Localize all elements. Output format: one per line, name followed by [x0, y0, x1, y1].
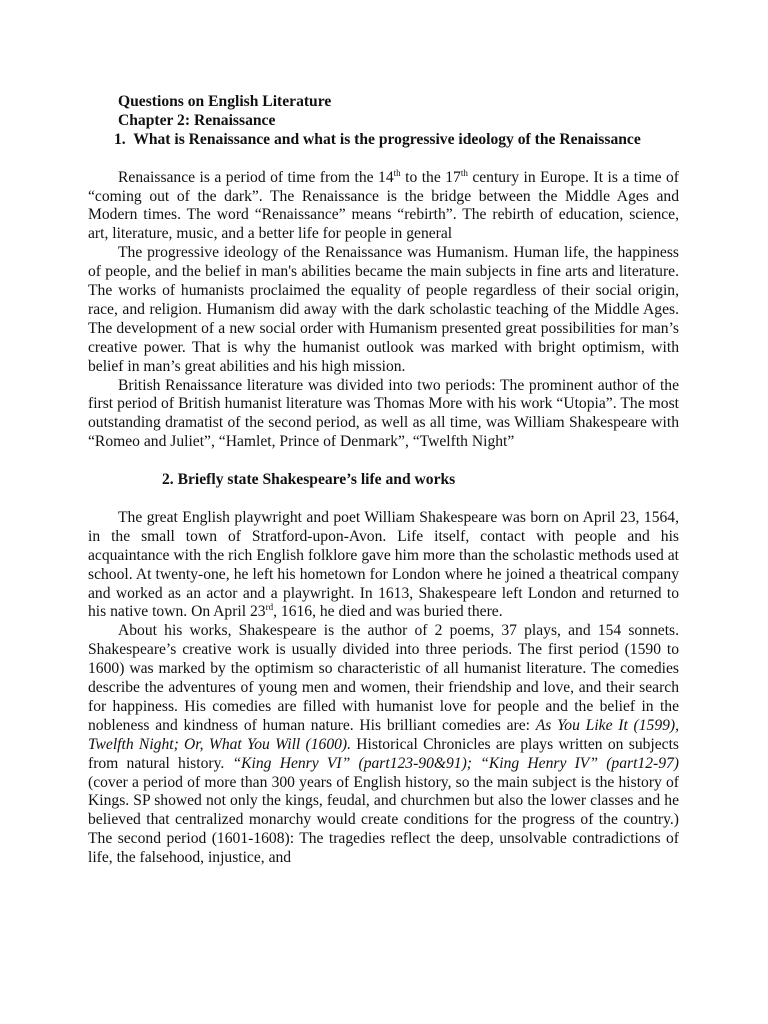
chapter-heading: Chapter 2: Renaissance: [118, 111, 276, 129]
question-1-text: What is Renaissance and what is the progressive ideology of the Renaissance: [133, 130, 641, 148]
q2-p1-sup: rd: [265, 602, 274, 613]
question-1-number: 1.: [114, 130, 126, 148]
q1-paragraph-1: [88, 169, 679, 245]
q2-p2-part-b: Historical Chronicles are plays written on subjects from natural history.: [88, 735, 679, 772]
question-2-number: 2.: [162, 471, 174, 489]
q1-p1-part-a: Renaissance is a period of time from the 14: [118, 168, 394, 186]
question-1-heading: [114, 131, 679, 150]
q2-p1-part-b: , 1616, he died and was buried there.: [273, 603, 503, 621]
q2-p2-part-a: About his works, Shakespeare is the author of 2 poems, 37 plays, and 154 sonnets. Shakespeare’s creative work is usually divided into three periods. The first period (1590 to 1600) was marked by the optimism so characteristic of all humanist literature. The comedies describe the adventures of young men and women, their friendship and love, and their search for happiness. His comedies are filled with humanist love for people and the belief in the nobleness and kindness of human nature. His brilliant comedies are:: [88, 622, 679, 734]
q1-paragraph-3: British Renaissance literature was divided into two periods: The prominent author of the first period of British humanist literature was Thomas More with his work “Utopia”. The most outstanding dramatist of the second period, as well as all time, was William Shakespeare with “Romeo and Juliet”, “Hamlet, Prince of Denmark”, “Twelfth Night”: [88, 376, 679, 451]
q2-p2-chronicles-italic: “King Henry VI” (part123-90&91); “King Henry IV” (part12-97): [232, 754, 679, 772]
question-2-heading: [162, 471, 679, 490]
q1-p1-sup-2: th: [460, 167, 468, 178]
q1-p1-part-c: century in Europe. It is a time of “coming out of the dark”. The Renaissance is the bridge between the Middle Ages and Modern times. The word “Renaissance” means “rebirth”. The rebirth of education, science, art, literature, music, and a better life for people in general: [88, 168, 679, 243]
q1-p1-sup-1: th: [393, 167, 401, 178]
q2-p2-part-c: (cover a period of more than 300 years of English history, so the main subject is the history of Kings. SP showed not only the kings, feudal, and churchmen but also the lower classes and he believed that centralized monarchy would create conditions for the progress of the country.) The second period (1601-1608): The tragedies reflect the deep, unsolvable contradictions of life, the falsehood, injustice, and: [88, 773, 679, 867]
q1-paragraph-2: The progressive ideology of the Renaissance was Humanism. Human life, the happiness of people, and the belief in man's abilities became the main subjects in fine arts and literature. The works of humanists proclaimed the equality of people regardless of their social origin, race, and religion. Humanism did away with the dark scholastic teaching of the Middle Ages. The development of a new social order with Humanism presented great possibilities for man’s creative power. That is why the humanist outlook was marked with bright optimism, with belief in man’s great abilities and his high mission.: [88, 244, 679, 375]
document-title: Questions on English Literature: [118, 93, 332, 110]
q1-p1-part-b: to the 17: [400, 168, 461, 186]
q2-p2-comedies-italic: As You Like It (1599), Twelfth Night; Or, What You Will (1600).: [88, 716, 680, 753]
document-body: [88, 93, 679, 868]
q2-p1-part-a: The great English playwright and poet William Shakespeare was born on April 23, 1564, in the small town of Stratford-upon-Avon. Life itself, contact with people and his acquaintance with the rich English folklore gave him more than the scholastic methods used at school. At twenty-one, he left his hometown for London where he joined a theatrical company and worked as an actor and a playwright. In 1613, Shakespeare left London and returned to his native town. On April 23: [88, 508, 679, 621]
question-2-text: Briefly state Shakespeare’s life and works: [177, 471, 456, 489]
q2-paragraph-2: [88, 622, 679, 868]
q2-paragraph-1: [88, 509, 679, 622]
